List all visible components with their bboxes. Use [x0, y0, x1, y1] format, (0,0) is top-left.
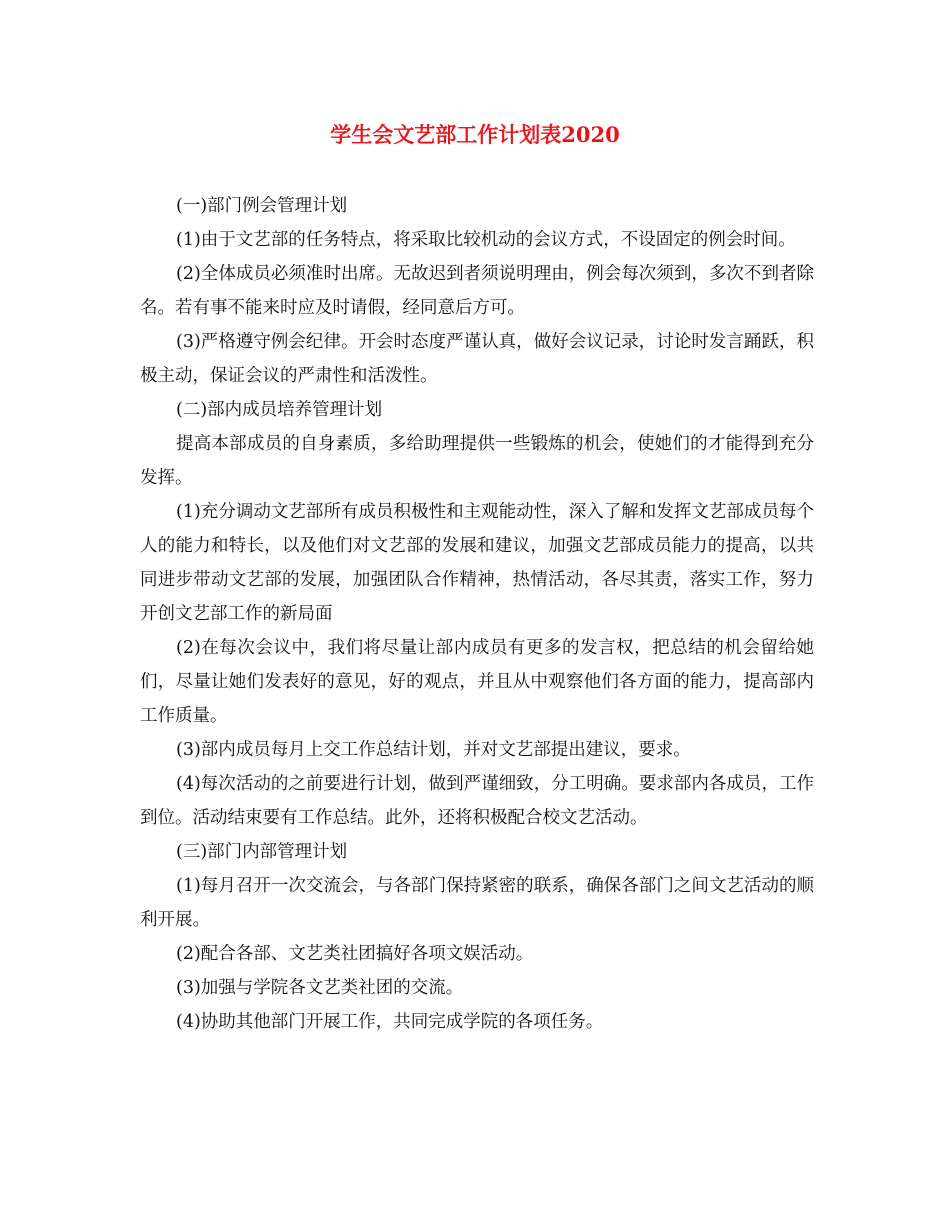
section-heading-1: (一)部门例会管理计划: [176, 196, 348, 216]
paragraph-2-3: (3)部内成员每月上交工作总结计划，并对文艺部提出建议，要求。: [176, 740, 691, 760]
paragraph-2-4: (4)每次活动的之前要进行计划，做到严谨细致，分工明确。要求部内各成员，工作到位。活动结束要有工作总结。此外，还将积极配合校文艺活动。: [140, 774, 814, 828]
section-heading-2: (二)部内成员培养管理计划: [176, 400, 383, 420]
paragraph-2-intro: 提高本部成员的自身素质，多给助理提供一些锻炼的机会，使她们的才能得到充分发挥。: [140, 434, 814, 488]
paragraph-2-1: (1)充分调动文艺部所有成员积极性和主观能动性，深入了解和发挥文艺部成员每个人的能力和特长，以及他们对文艺部的发展和建议，加强文艺部成员能力的提高，以共同进步带动文艺部的发展，加强团队合作精神，热情活动，各尽其责，落实工作，努力开创文艺部工作的新局面: [140, 502, 814, 624]
paragraph-1-3: (3)严格遵守例会纪律。开会时态度严谨认真，做好会议记录，讨论时发言踊跃，积极主动，保证会议的严肃性和活泼性。: [140, 332, 814, 386]
paragraph-3-1: (1)每月召开一次交流会，与各部门保持紧密的联系，确保各部门之间文艺活动的顺利开展。: [140, 876, 814, 930]
document-body: [140, 189, 814, 1039]
document-title: 学生会文艺部工作计划表2020: [330, 122, 620, 147]
paragraph-1-1: (1)由于文艺部的任务特点，将采取比较机动的会议方式，不设固定的例会时间。: [176, 230, 796, 250]
paragraph-3-3: (3)加强与学院各文艺类社团的交流。: [176, 978, 464, 998]
paragraph-3-2: (2)配合各部、文艺类社团搞好各项文娱活动。: [176, 944, 534, 964]
paragraph-1-2: (2)全体成员必须准时出席。无故迟到者须说明理由，例会每次须到，多次不到者除名。若有事不能来时应及时请假，经同意后方可。: [140, 264, 814, 318]
section-heading-3: (三)部门内部管理计划: [176, 842, 348, 862]
paragraph-3-4: (4)协助其他部门开展工作，共同完成学院的各项任务。: [176, 1012, 604, 1032]
paragraph-2-2: (2)在每次会议中，我们将尽量让部内成员有更多的发言权，把总结的机会留给她们，尽量让她们发表好的意见，好的观点，并且从中观察他们各方面的能力，提高部内工作质量。: [140, 638, 814, 726]
